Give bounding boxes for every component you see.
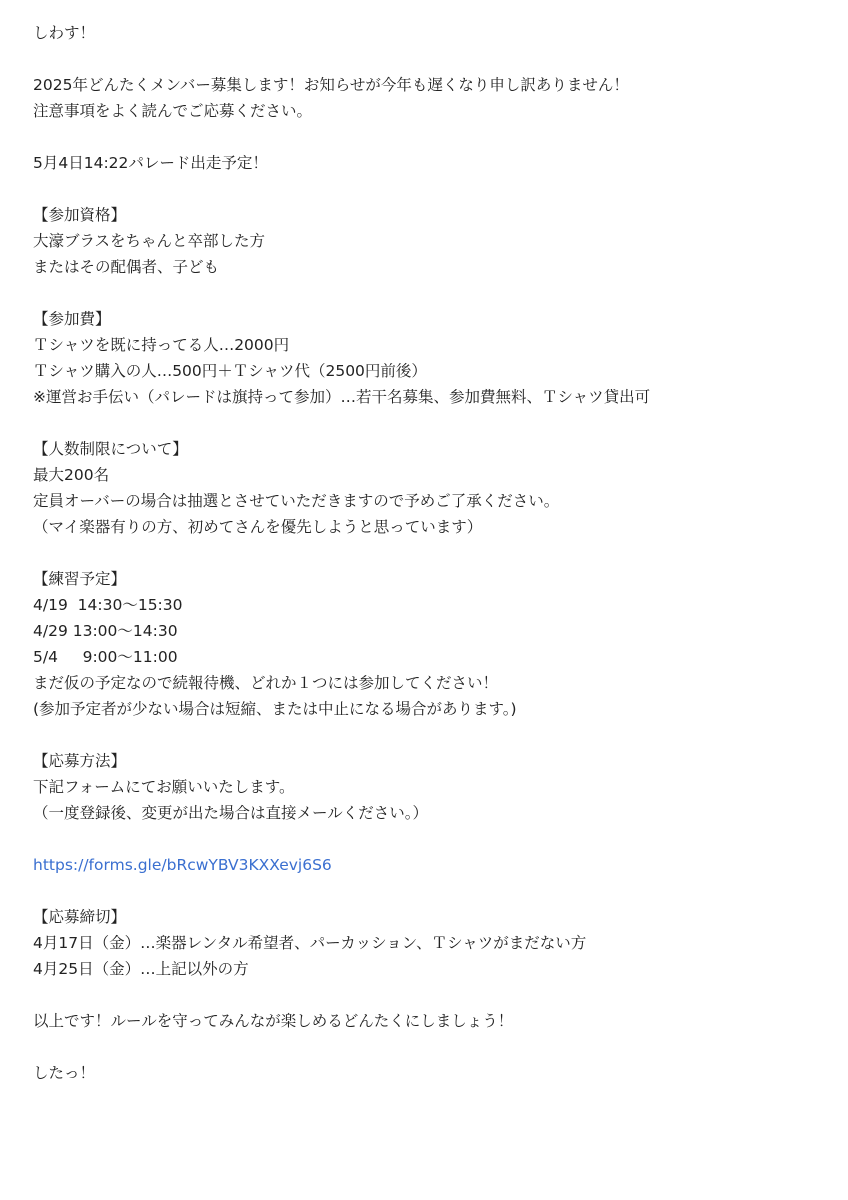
deadline-line: 4月17日（金）…楽器レンタル希望者、パーカッション、Ｔシャツがまだない方 [33, 934, 587, 952]
signoff: したっ！ [33, 1064, 96, 1082]
blank-line [33, 826, 833, 852]
blank-line [33, 722, 833, 748]
blank-line [33, 982, 833, 1008]
capacity-line: 定員オーバーの場合は抽選とさせていただきますので予めご了承ください。 [33, 492, 560, 510]
eligibility-line: 大濠ブラスをちゃんと卒部した方 [33, 232, 266, 250]
blank-line [33, 46, 833, 72]
form-link-row [33, 852, 833, 878]
blank-line [33, 124, 833, 150]
blank-line [33, 878, 833, 904]
intro-line: 2025年どんたくメンバー募集します！お知らせが今年も遅くなり申し訳ありません！ [33, 76, 629, 94]
email-body [33, 20, 833, 1086]
greeting: しわす！ [33, 24, 96, 42]
fee-line: Ｔシャツを既に持ってる人…2000円 [33, 336, 290, 354]
closing-line: 以上です！ルールを守ってみんなが楽しめるどんたくにしましょう！ [33, 1012, 514, 1030]
blank-line [33, 1034, 833, 1060]
application-heading: 【応募方法】 [33, 752, 127, 770]
eligibility-line: またはその配偶者、子ども [33, 258, 220, 276]
intro-line: 注意事項をよく読んでご応募ください。 [33, 102, 313, 120]
deadline-heading: 【応募締切】 [33, 908, 127, 926]
blank-line [33, 410, 833, 436]
fee-line: Ｔシャツ購入の人…500円＋Ｔシャツ代（2500円前後） [33, 362, 427, 380]
practice-line: (参加予定者が少ない場合は短縮、または中止になる場合があります。) [33, 700, 517, 718]
capacity-heading: 【人数制限について】 [33, 440, 188, 458]
practice-line: 5/4 9:00～11:00 [33, 648, 178, 666]
fee-line: ※運営お手伝い（パレードは旗持って参加）…若干名募集、参加費無料、Ｔシャツ貸出可 [33, 388, 651, 406]
practice-line: 4/19 14:30～15:30 [33, 596, 183, 614]
deadline-line: 4月25日（金）…上記以外の方 [33, 960, 249, 978]
practice-line: まだ仮の予定なので続報待機、どれか１つには参加してください！ [33, 674, 499, 692]
eligibility-heading: 【参加資格】 [33, 206, 127, 224]
parade-time: 5月4日14:22パレード出走予定！ [33, 154, 268, 172]
application-line: 下記フォームにてお願いいたします。 [33, 778, 295, 796]
application-line: （一度登録後、変更が出た場合は直接メールください。） [33, 804, 428, 822]
fee-heading: 【参加費】 [33, 310, 111, 328]
practice-line: 4/29 13:00～14:30 [33, 622, 178, 640]
practice-heading: 【練習予定】 [33, 570, 127, 588]
capacity-line: 最大200名 [33, 466, 110, 484]
blank-line [33, 540, 833, 566]
blank-line [33, 280, 833, 306]
blank-line [33, 176, 833, 202]
capacity-line: （マイ楽器有りの方、初めてさんを優先しようと思っています） [33, 518, 483, 536]
form-link[interactable]: https://forms.gle/bRcwYBV3KXXevj6S6 [33, 856, 332, 874]
